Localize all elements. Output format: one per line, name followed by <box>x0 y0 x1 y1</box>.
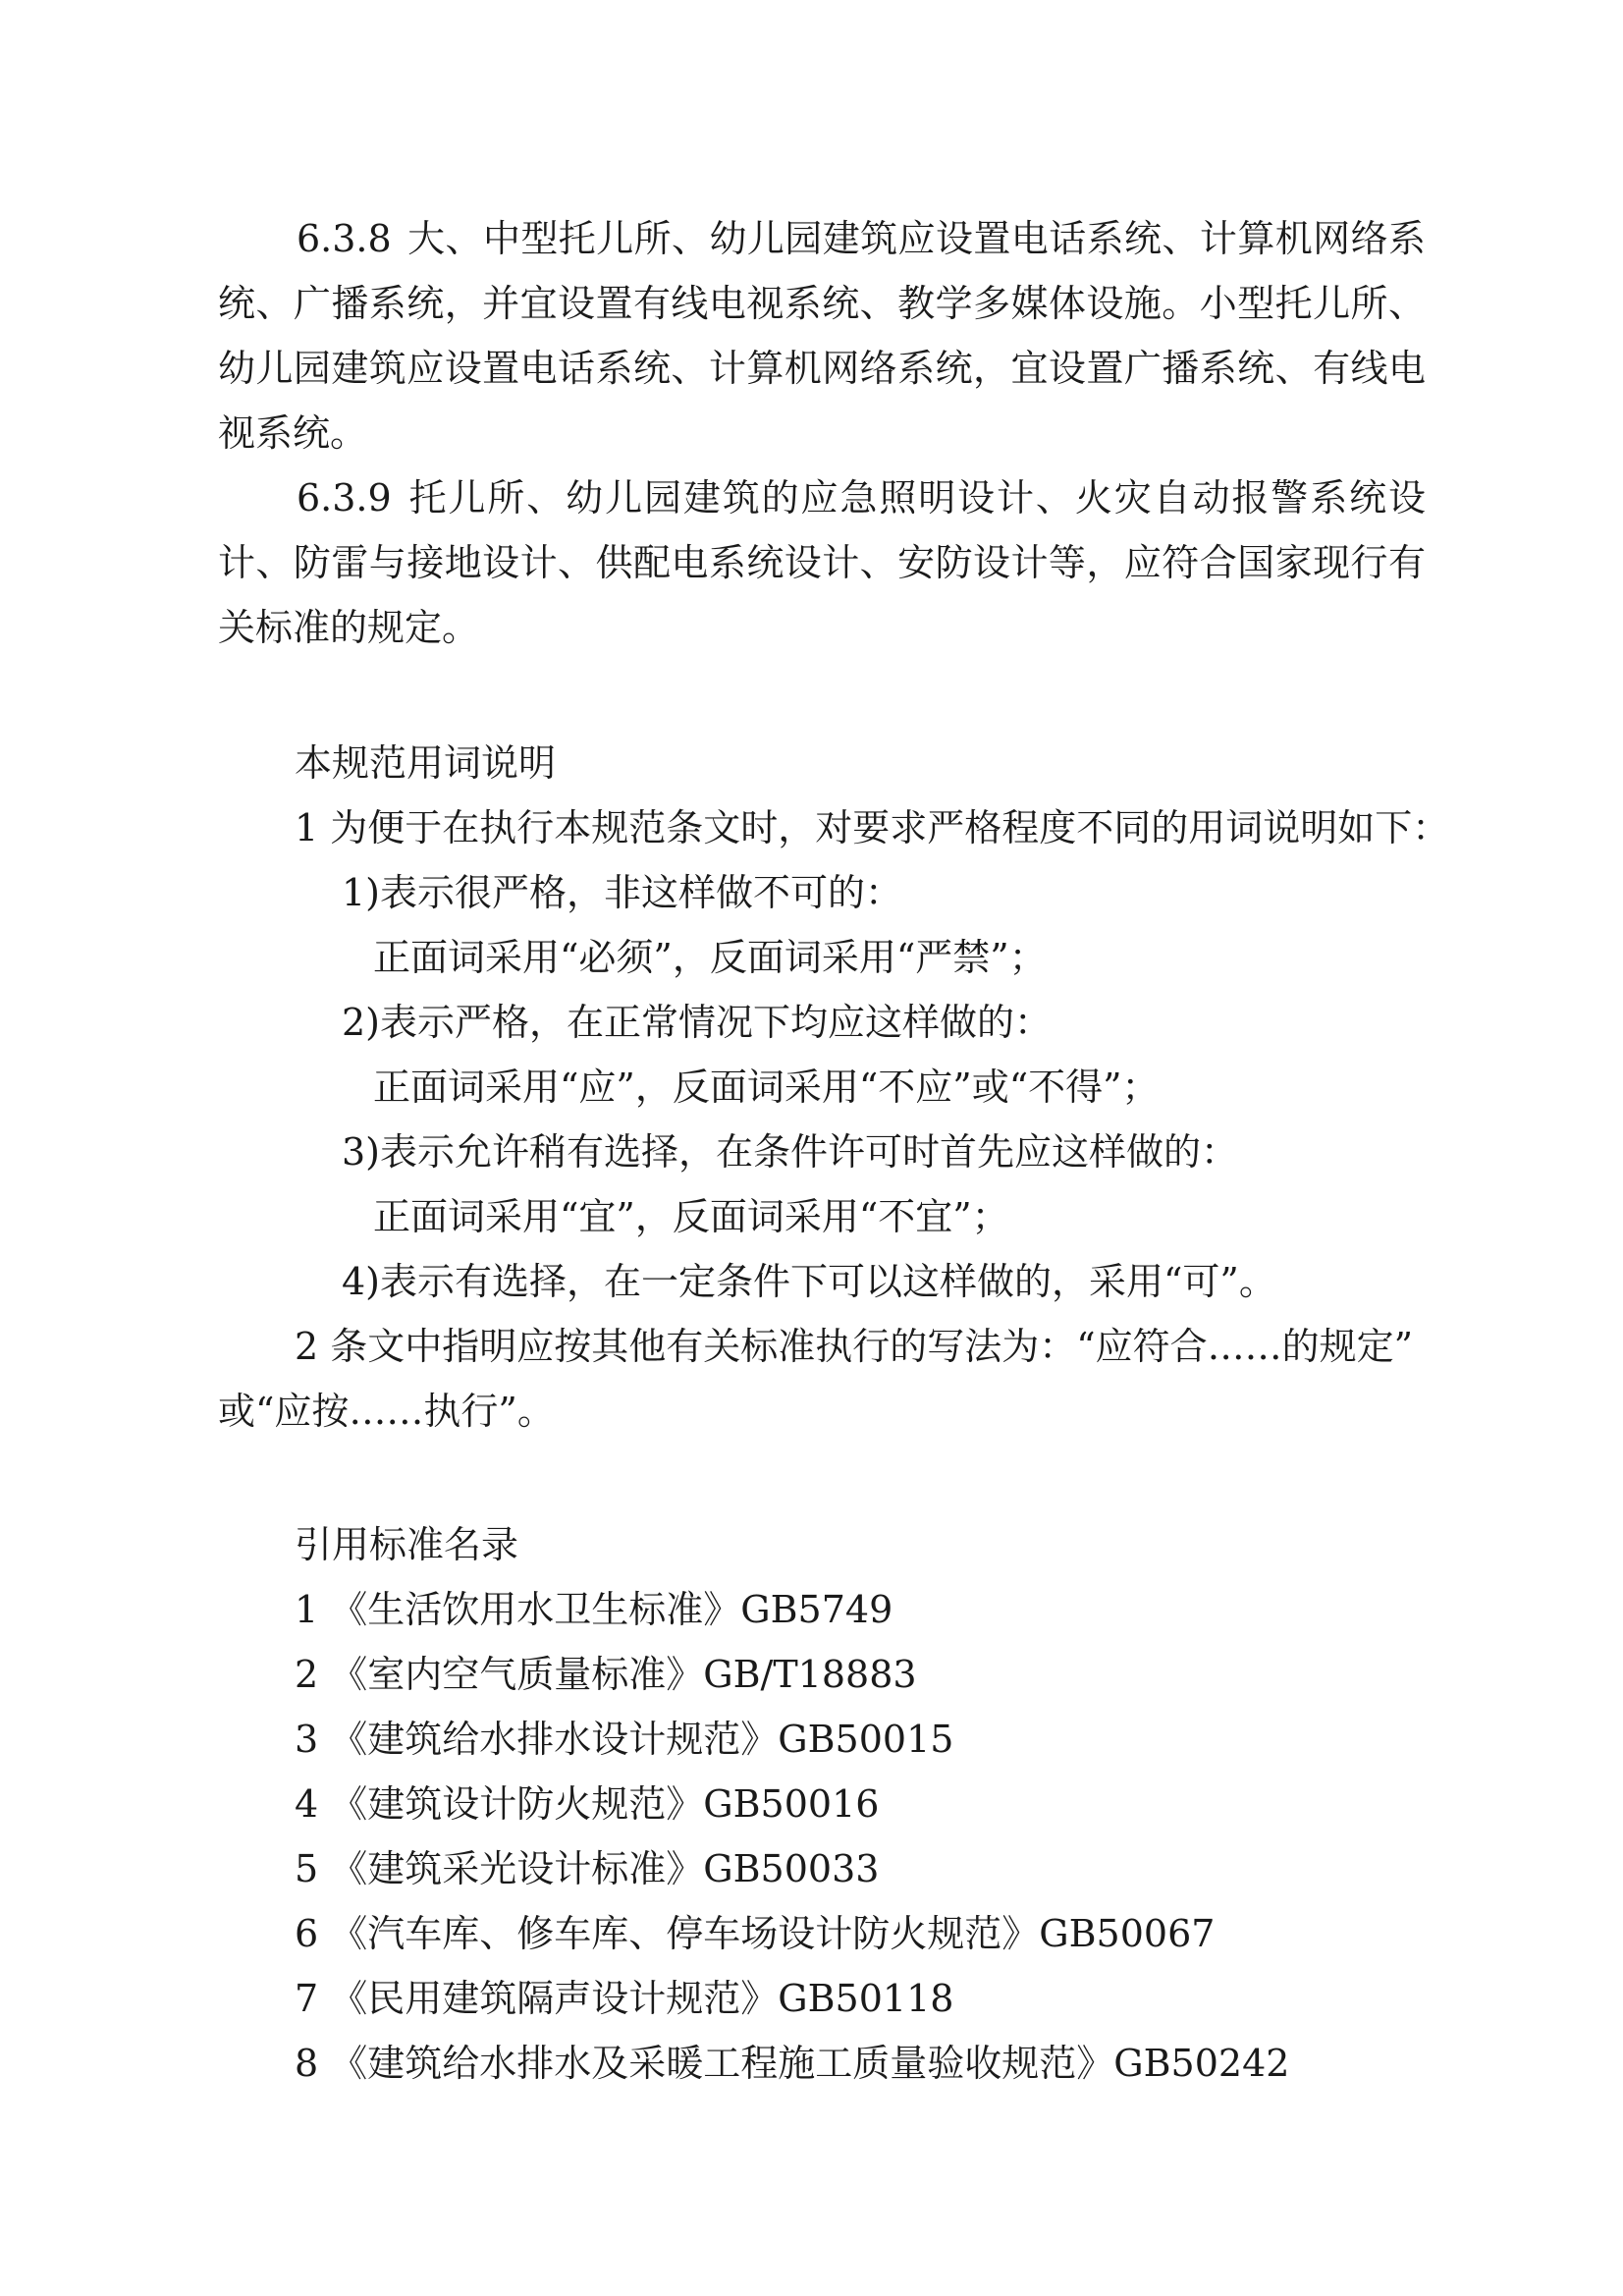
clause-text: 大、中型托儿所、幼儿园建筑应设置电话系统、计算机网络系统、广播系统，并宜设置有线电视系统、教学多媒体设施。小型托儿所、幼儿园建筑应设置电话系统、计算机网络系统，宜设置广播系统、有线电视系统。 <box>218 217 1426 455</box>
wording-sub-3-words: 正面词采用“宜”，反面词采用“不宜”； <box>373 1195 1009 1238</box>
clause-number: 6.3.9 <box>297 476 392 519</box>
standard-list-item: 2 《室内空气质量标准》GB/T18883 <box>295 1653 917 1696</box>
section-heading: 本规范用词说明 <box>295 741 557 785</box>
wording-sub-4: 4)表示有选择，在一定条件下可以这样做的，采用“可”。 <box>342 1260 1276 1303</box>
standard-list-item: 5 《建筑采光设计标准》GB50033 <box>295 1847 880 1890</box>
referenced-standards-section <box>218 1512 1426 2096</box>
clause-number: 6.3.8 <box>297 217 392 260</box>
standard-list-item: 7 《民用建筑隔声设计规范》GB50118 <box>295 1977 954 2020</box>
clause-6-3-8 <box>218 206 1426 465</box>
clause-6-3-8-paragraph <box>218 206 1426 465</box>
standard-list-item: 3 《建筑给水排水设计规范》GB50015 <box>295 1718 954 1761</box>
wording-sub-1-title: 1)表示很严格，非这样做不可的： <box>342 871 903 914</box>
standard-list-item: 1 《生活饮用水卫生标准》GB5749 <box>295 1588 893 1631</box>
standard-list-item: 6 《汽车库、修车库、停车场设计防火规范》GB50067 <box>295 1912 1216 1955</box>
clause-6-3-9-paragraph <box>218 465 1426 660</box>
wording-sub-2-title: 2)表示严格，在正常情况下均应这样做的： <box>342 1001 1053 1044</box>
wording-explanation-section <box>218 731 1450 1444</box>
wording-item-2-line-1: 2 条文中指明应按其他有关标准执行的写法为：“应符合……的规定” <box>295 1325 1414 1368</box>
clause-6-3-9 <box>218 465 1426 660</box>
standard-list-item: 8 《建筑给水排水及采暖工程施工质量验收规范》GB50242 <box>295 2042 1290 2085</box>
wording-item-1: 1 为便于在执行本规范条文时，对要求严格程度不同的用词说明如下： <box>295 806 1450 849</box>
wording-item-2-line-2: 或“应按……执行”。 <box>218 1390 555 1433</box>
clause-text: 托儿所、幼儿园建筑的应急照明设计、火灾自动报警系统设计、防雷与接地设计、供配电系统设计、安防设计等，应符合国家现行有关标准的规定。 <box>218 476 1426 649</box>
wording-sub-3-title: 3)表示允许稍有选择，在条件许可时首先应这样做的： <box>342 1130 1239 1174</box>
wording-sub-1-words: 正面词采用“必须”，反面词采用“严禁”； <box>373 936 1047 979</box>
section-heading: 引用标准名录 <box>295 1523 519 1566</box>
standard-list-item: 4 《建筑设计防火规范》GB50016 <box>295 1782 880 1826</box>
wording-sub-2-words: 正面词采用“应”，反面词采用“不应”或“不得”； <box>373 1066 1160 1109</box>
